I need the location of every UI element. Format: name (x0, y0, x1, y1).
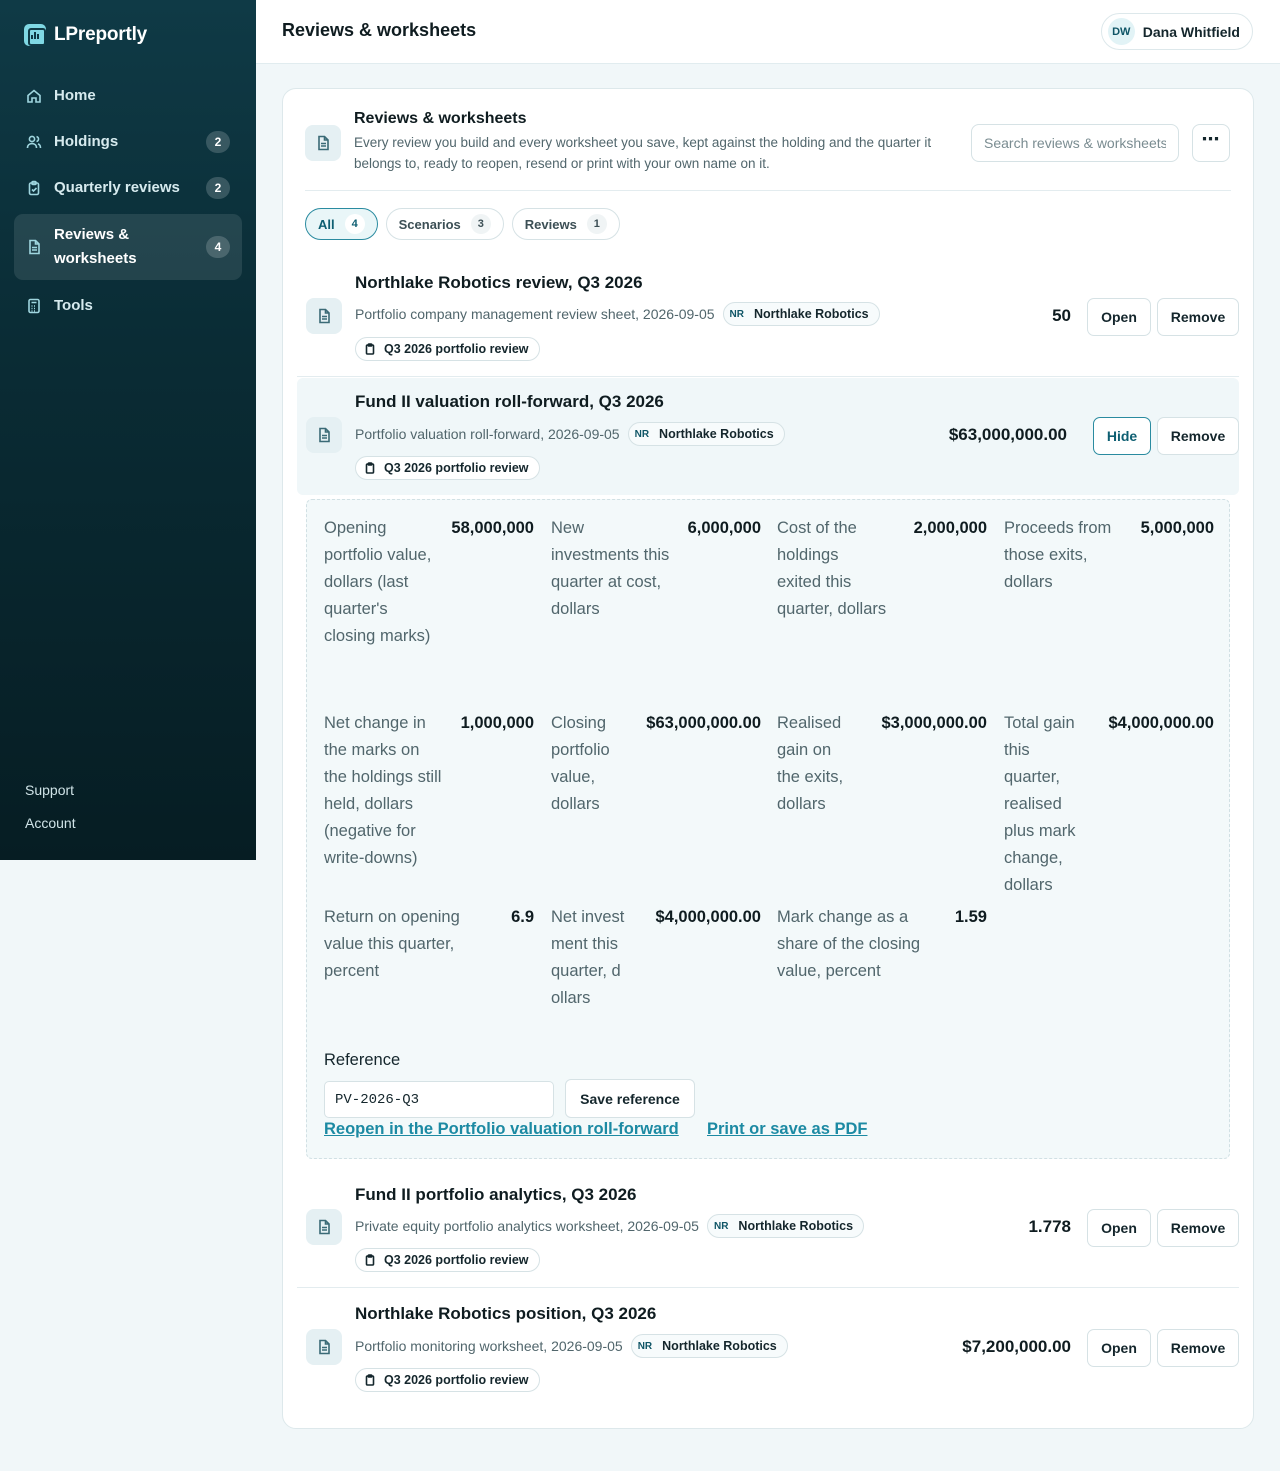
item-value: 50 (1052, 306, 1071, 325)
quarter-chip[interactable] (355, 456, 540, 480)
quarter-chip[interactable] (355, 337, 540, 361)
metric-label: Opening portfolio value, dollars (last quarter's closing marks) (324, 519, 432, 645)
metric (777, 515, 987, 623)
metric-label: Total gain this quarter, realised plus mark change, dollars (1004, 714, 1076, 894)
item-description: Portfolio company management review sheet, 2026-09-05 (355, 306, 715, 322)
metric-value: 5,000,000 (1140, 519, 1214, 537)
metric (324, 710, 534, 872)
quarter-label: Q3 2026 portfolio review (384, 1253, 529, 1267)
count-badge: 4 (206, 236, 230, 258)
sidebar-item-home[interactable] (14, 76, 242, 116)
tab-count: 4 (345, 214, 365, 234)
sidebar-item-label: Reviews & worksheets (54, 226, 137, 267)
metric-label: Closing portfolio value, dollars (551, 714, 610, 813)
print-link[interactable]: Print or save as PDF (707, 1120, 868, 1138)
worksheet-detail (306, 499, 1230, 1159)
item-description: Portfolio monitoring worksheet, 2026-09-05 (355, 1338, 623, 1354)
clipboard-icon (26, 180, 42, 196)
metric-label: New investments this quarter at cost, dollars (551, 519, 670, 618)
open-button[interactable]: Open (1087, 1209, 1151, 1247)
holding-chip[interactable] (631, 1334, 788, 1358)
item-subtitle (355, 1334, 788, 1358)
document-icon (306, 1209, 342, 1245)
logo-icon (24, 24, 46, 46)
tab-reviews[interactable] (512, 208, 620, 240)
support-link[interactable]: Support (25, 782, 75, 798)
metric (324, 904, 534, 985)
brand-name: LPreportly (54, 24, 148, 45)
remove-button[interactable]: Remove (1157, 298, 1239, 336)
metric (1004, 710, 1214, 899)
reopen-link[interactable]: Reopen in the Portfolio valuation roll-forward (324, 1120, 679, 1138)
item-title: Northlake Robotics position, Q3 2026 (355, 1304, 657, 1323)
avatar: DW (1108, 18, 1135, 45)
count-badge: 2 (206, 131, 230, 153)
remove-button[interactable]: Remove (1157, 1329, 1239, 1367)
search-input[interactable] (971, 124, 1179, 162)
home-icon (26, 88, 42, 104)
remove-button[interactable]: Remove (1157, 1209, 1239, 1247)
page-title: Reviews & worksheets (282, 20, 477, 40)
sidebar-item-label: Holdings (54, 133, 119, 150)
metric (551, 904, 761, 1012)
document-icon (306, 417, 342, 453)
open-button[interactable]: Open (1087, 1329, 1151, 1367)
metric-value: $3,000,000.00 (881, 714, 987, 732)
metric-value: 2,000,000 (913, 519, 987, 537)
user-name: Dana Whitfield (1142, 23, 1240, 40)
quarter-chip[interactable] (355, 1368, 540, 1392)
sidebar-nav (14, 76, 242, 332)
metric-value: $4,000,000.00 (1108, 714, 1214, 732)
metric-label: Realised gain on the exits, dollars (777, 714, 844, 813)
panel-header (305, 109, 1231, 191)
holding-chip[interactable] (723, 302, 880, 326)
sidebar (0, 0, 256, 860)
list-item (297, 1290, 1239, 1407)
metric-value: $4,000,000.00 (655, 908, 761, 926)
metric-value: 1.59 (954, 908, 987, 926)
sidebar-item-holdings[interactable] (14, 122, 242, 162)
quarter-label: Q3 2026 portfolio review (384, 461, 529, 475)
clipboard-icon (364, 1374, 376, 1386)
metric-value: $63,000,000.00 (646, 714, 761, 732)
reviews-panel (282, 88, 1254, 1429)
metric-label: Mark change as a share of the closing value, percent (777, 908, 921, 980)
metric-label: Net investment this quarter, dollars (551, 908, 625, 1007)
metric (1004, 515, 1214, 596)
holding-initials: NR (713, 1220, 729, 1232)
reference-input[interactable] (324, 1081, 554, 1118)
document-icon (306, 1329, 342, 1365)
metric-value: 1,000,000 (460, 714, 534, 732)
count-badge: 2 (206, 177, 230, 199)
top-bar (256, 0, 1280, 64)
metric (777, 904, 987, 985)
sidebar-item-reviews-worksheets[interactable] (14, 214, 242, 280)
metric-label: Return on opening value this quarter, percent (324, 908, 460, 980)
calculator-icon (26, 298, 42, 314)
document-icon (306, 298, 342, 334)
brand[interactable] (24, 24, 147, 46)
holding-name: Northlake Robotics (754, 307, 869, 321)
tab-label: Scenarios (398, 216, 461, 232)
metric-label: Cost of the holdings exited this quarter, dollars (777, 519, 887, 618)
clipboard-icon (364, 343, 376, 355)
item-value: 1.778 (1028, 1217, 1071, 1236)
open-button[interactable]: Open (1087, 298, 1151, 336)
item-title: Northlake Robotics review, Q3 2026 (355, 273, 643, 292)
item-subtitle (355, 302, 880, 326)
list-item (297, 259, 1239, 377)
item-description: Portfolio valuation roll-forward, 2026-09-05 (355, 426, 620, 442)
quarter-label: Q3 2026 portfolio review (384, 1373, 529, 1387)
metric (324, 515, 534, 650)
holding-chip[interactable] (628, 422, 785, 446)
sidebar-item-label: Home (54, 87, 96, 104)
metric-label: Net change in the marks on the holdings still held, dollars (negative for write-downs) (324, 714, 442, 867)
panel-title: Reviews & worksheets (354, 110, 527, 127)
holding-initials: NR (637, 1340, 653, 1352)
tab-all[interactable] (305, 208, 378, 240)
holding-name: Northlake Robotics (738, 1219, 854, 1233)
metric-value: 6.9 (511, 908, 534, 926)
list-item (297, 1171, 1239, 1288)
item-subtitle (355, 1214, 864, 1238)
sidebar-item-quarterly-reviews[interactable] (14, 168, 242, 208)
sidebar-item-tools[interactable] (14, 286, 242, 326)
panel-description: Every review you build and every worksheet you save, kept against the holding and the quarter it belongs to, ready to reopen, resend or print with your own name on it. (354, 135, 932, 171)
metric-value: 6,000,000 (687, 519, 761, 537)
clipboard-icon (364, 462, 376, 474)
more-options-button[interactable] (1192, 124, 1230, 162)
hide-button[interactable]: Hide (1093, 417, 1151, 455)
holding-initials: NR (634, 428, 650, 440)
metric (777, 710, 987, 818)
metric (551, 515, 761, 623)
tab-label: Reviews (524, 216, 577, 232)
metric (551, 710, 761, 818)
holding-name: Northlake Robotics (662, 1339, 777, 1353)
sidebar-footer (25, 782, 76, 848)
tab-scenarios[interactable] (386, 208, 504, 240)
metric-label: Proceeds from those exits, dollars (1004, 519, 1112, 591)
tab-label: All (318, 216, 335, 232)
item-subtitle (355, 422, 785, 446)
save-reference-button[interactable]: Save reference (565, 1079, 695, 1118)
tab-count: 3 (471, 214, 491, 234)
item-title: Fund II valuation roll-forward, Q3 2026 (355, 392, 664, 411)
quarter-label: Q3 2026 portfolio review (384, 342, 529, 356)
holding-chip[interactable] (707, 1214, 864, 1238)
clipboard-icon (364, 1254, 376, 1266)
holding-initials: NR (729, 308, 744, 320)
sidebar-item-label: Quarterly reviews (54, 179, 180, 196)
filter-tabs (305, 208, 620, 240)
tab-count: 1 (587, 214, 607, 234)
item-description: Private equity portfolio analytics worksheet, 2026-09-05 (355, 1218, 699, 1234)
document-icon (26, 239, 42, 255)
reference-label: Reference (324, 1051, 401, 1069)
account-link[interactable]: Account (25, 815, 76, 831)
item-title: Fund II portfolio analytics, Q3 2026 (355, 1185, 637, 1204)
sidebar-item-label: Tools (54, 297, 93, 314)
metric-value: 58,000,000 (451, 519, 534, 537)
ellipsis-icon: ⋯ (1201, 129, 1221, 149)
quarter-chip[interactable] (355, 1248, 540, 1272)
document-icon (305, 125, 341, 161)
item-value: $7,200,000.00 (962, 1337, 1071, 1356)
holding-name: Northlake Robotics (659, 427, 774, 441)
users-icon (26, 134, 42, 150)
user-menu[interactable] (1101, 13, 1253, 50)
remove-button[interactable]: Remove (1157, 417, 1239, 455)
list-item-expanded (297, 378, 1239, 495)
item-value: $63,000,000.00 (948, 425, 1067, 444)
